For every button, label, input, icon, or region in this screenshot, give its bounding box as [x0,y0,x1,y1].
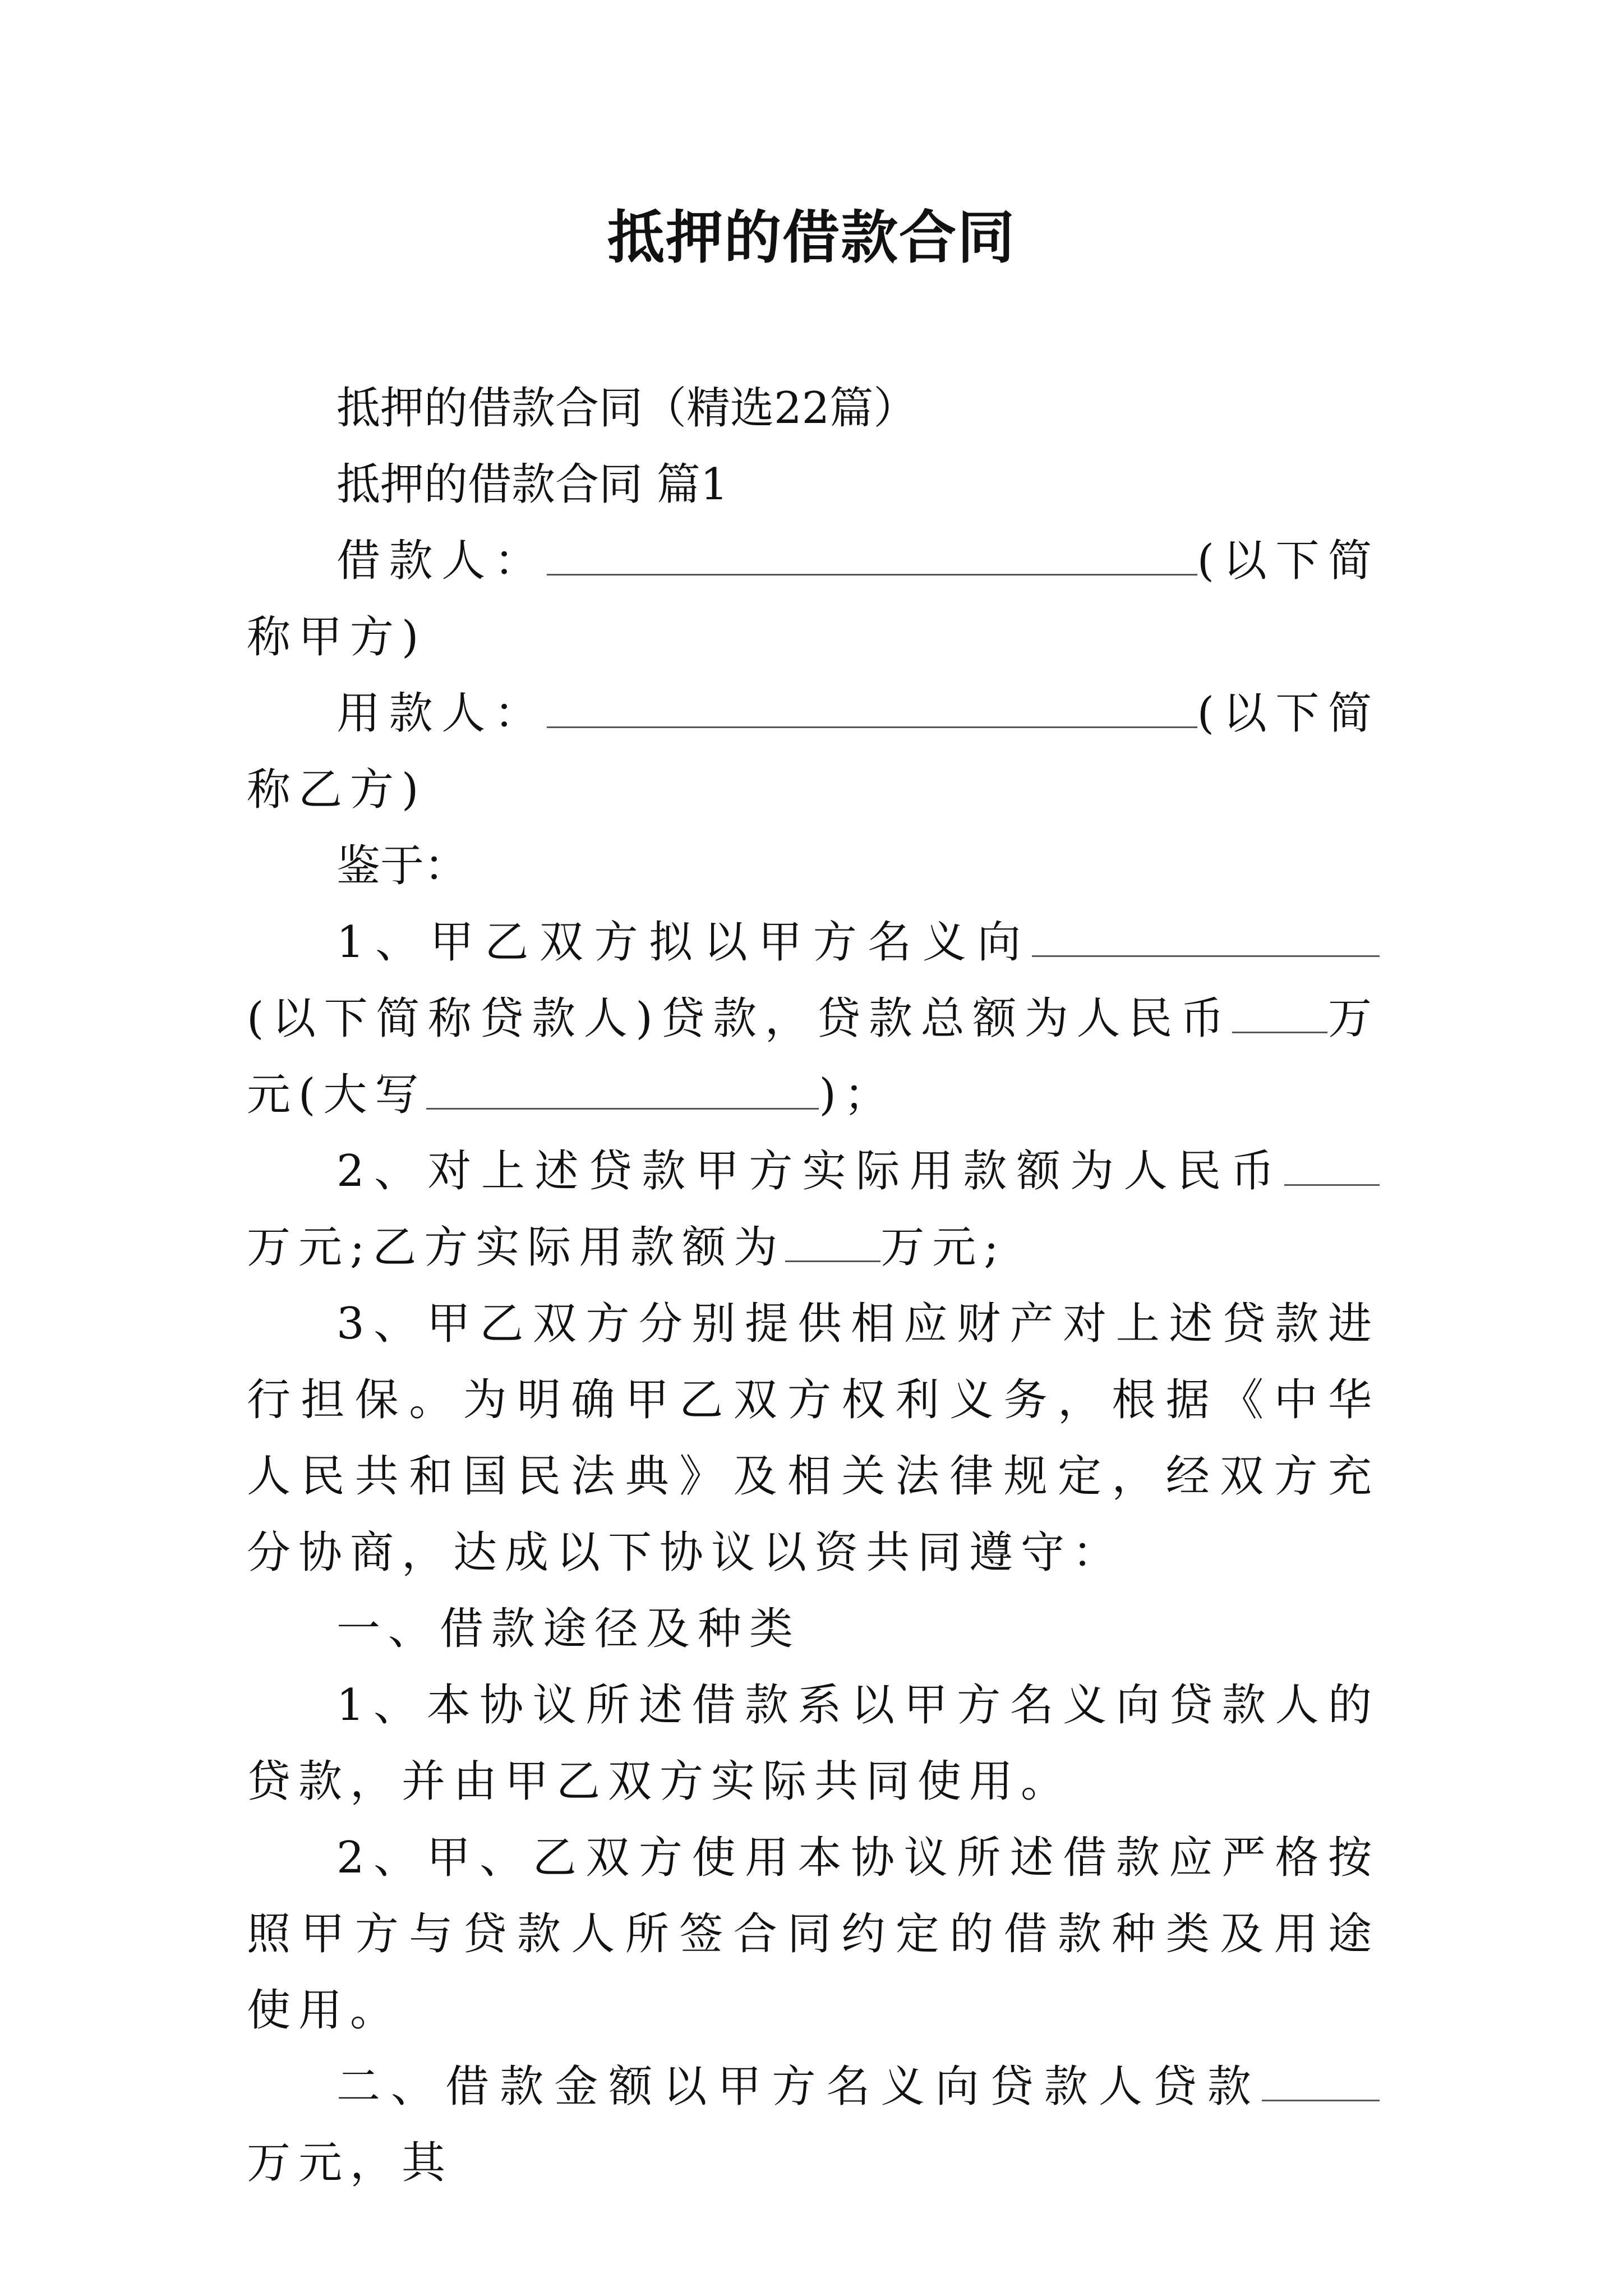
borrower-label: 借款人： [336,536,547,586]
loan-amount-blank [1262,2060,1380,2101]
borrower-suffix: (以下简称甲方) [247,536,1380,662]
whereas-1-text-c: 万元(大写 [247,993,1380,1120]
whereas-1-text-b: (以下简称贷款人)贷款，贷款总额为人民币 [247,993,1233,1044]
whereas-1-text-d: )； [819,1070,896,1120]
whereas-item-2 [247,1133,1380,1286]
whereas-2-text-b: 万元;乙方实际用款额为 [247,1222,786,1273]
document-title: 抵押的借款合同 [607,205,1016,272]
borrower-line [247,523,1380,675]
section-2-clause [247,2049,1380,2201]
user-blank [547,687,1197,728]
document-subtitle: 抵押的借款合同（精选22篇） [336,383,917,434]
borrower-blank [547,535,1197,576]
party-a-amount-blank [1284,1145,1380,1186]
section-heading: 抵押的借款合同 篇1 [336,459,728,510]
section-2-text-a: 二、借款金额以甲方名义向贷款人贷款 [336,2062,1262,2112]
amount-words-blank [426,1069,819,1110]
user-suffix: (以下简称乙方) [247,688,1380,815]
document-body [247,370,1380,2201]
section-1-clause-2: 2、甲、乙双方使用本协议所述借款应严格按照甲方与贷款人所签合同约定的借款种类及用途使用。 [247,1833,1380,2036]
whereas-item-1 [247,904,1380,1133]
whereas-2-text-a: 2、对上述贷款甲方实际用款额为人民币 [336,1146,1284,1197]
whereas-item-3: 3、甲乙双方分别提供相应财产对上述贷款进行担保。为明确甲乙双方权利义务，根据《中华人民共和国民法典》及相关法律规定，经双方充分协商，达成以下协议以资共同遵守： [247,1299,1380,1578]
section-2-text-b: 万元，其 [247,2138,454,2188]
lender-blank [1032,916,1380,957]
whereas-label: 鉴于： [336,841,468,891]
whereas-1-text-a: 1、甲乙双方拟以甲方名义向 [336,917,1032,968]
user-label: 用款人： [336,688,547,739]
party-b-amount-blank [785,1221,880,1262]
section-1-heading: 一、借款途径及种类 [336,1604,801,1654]
amount-blank [1232,992,1327,1033]
user-line [247,675,1380,828]
whereas-2-text-c: 万元; [880,1222,1007,1273]
section-1-clause-1: 1、本协议所述借款系以甲方名义向贷款人的贷款，并由甲乙双方实际共同使用。 [247,1680,1380,1807]
